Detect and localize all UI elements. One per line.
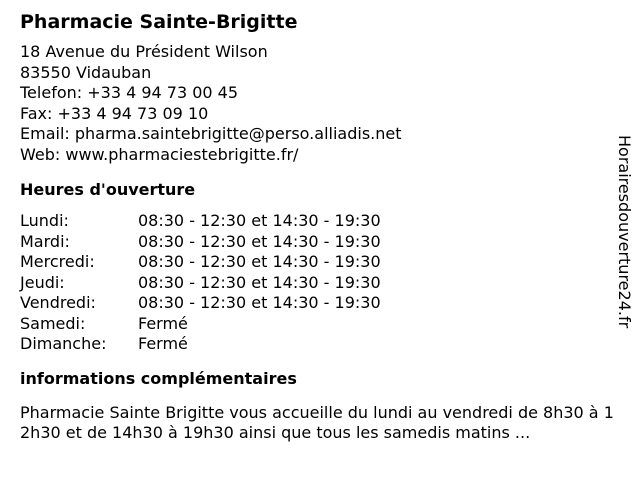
hours-row [20, 232, 620, 253]
opening-hours-table [20, 211, 620, 355]
hours-time: 08:30 - 12:30 et 14:30 - 19:30 [138, 231, 381, 251]
site-watermark: Horairesdouverture24.fr [615, 135, 634, 329]
hours-day: Jeudi: [20, 272, 65, 292]
hours-row [20, 211, 620, 232]
hours-day: Vendredi: [20, 293, 96, 312]
hours-day: Mardi: [20, 231, 70, 251]
hours-row [20, 273, 620, 294]
hours-row [20, 314, 620, 335]
additional-info-text: Pharmacie Sainte Brigitte vous accueille du lundi au vendredi de 8h30 à 12h30 et de 14h30 à 19h30 ainsi que tous les samedis matins ... [20, 402, 614, 442]
hours-day: Dimanche: [20, 334, 107, 353]
hours-time: 08:30 - 12:30 et 14:30 - 19:30 [138, 211, 381, 230]
pharmacy-name: Pharmacie Sainte-Brigitte [20, 11, 298, 33]
hours-row [20, 293, 620, 314]
hours-time: 08:30 - 12:30 et 14:30 - 19:30 [138, 272, 381, 292]
hours-time: Fermé [138, 313, 188, 333]
address-city: 83550 Vidauban [20, 62, 152, 82]
hours-time: 08:30 - 12:30 et 14:30 - 19:30 [138, 252, 381, 271]
contact-block [20, 42, 620, 165]
hours-row [20, 334, 620, 355]
email-address: Email: pharma.saintebrigitte@perso.alliadis.net [20, 124, 402, 143]
hours-day: Samedi: [20, 313, 86, 333]
pharmacy-card [20, 8, 620, 444]
additional-info-heading: informations complémentaires [20, 368, 297, 388]
hours-row [20, 252, 620, 273]
hours-day: Lundi: [20, 211, 69, 230]
hours-time: Fermé [138, 334, 188, 353]
hours-time: 08:30 - 12:30 et 14:30 - 19:30 [138, 293, 381, 312]
hours-day: Mercredi: [20, 252, 95, 271]
fax-number: Fax: +33 4 94 73 09 10 [20, 103, 209, 123]
website: Web: www.pharmaciestebrigitte.fr/ [20, 144, 299, 164]
address-street: 18 Avenue du Président Wilson [20, 42, 268, 61]
phone-number: Telefon: +33 4 94 73 00 45 [20, 83, 239, 102]
opening-hours-heading: Heures d'ouverture [20, 180, 196, 199]
